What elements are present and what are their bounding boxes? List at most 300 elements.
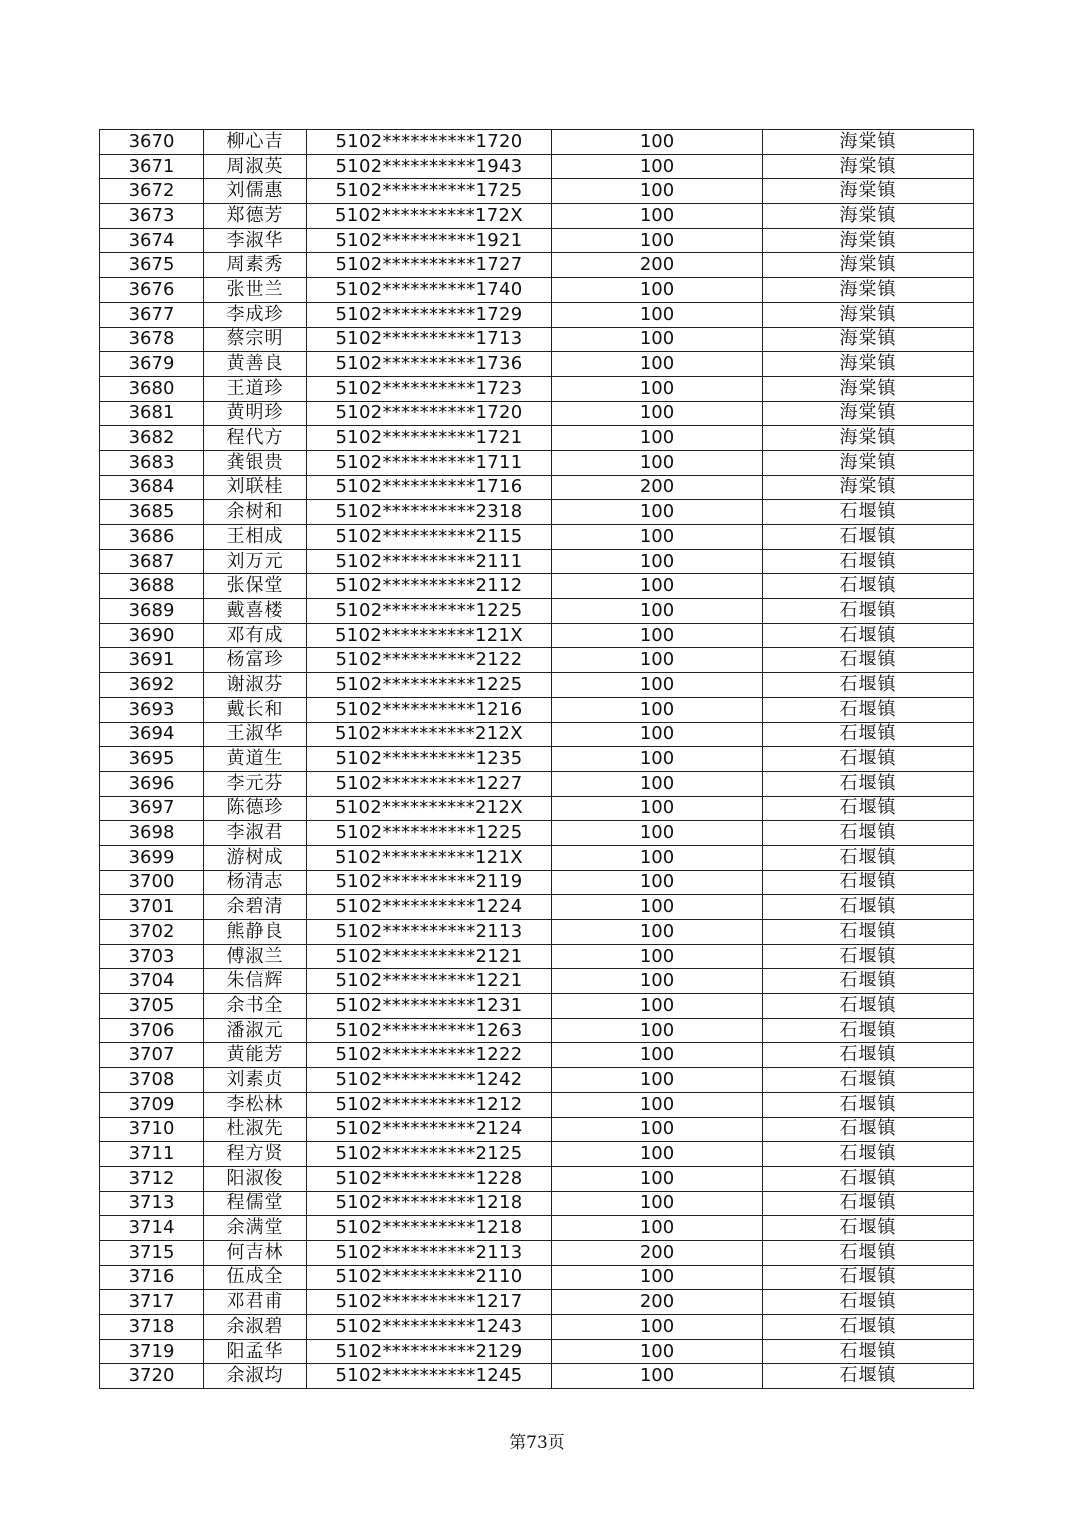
- name-cell: 杜淑先: [204, 1117, 307, 1142]
- name-cell: 龚银贵: [204, 450, 307, 475]
- id-number-cell: 5102**********1221: [307, 969, 552, 994]
- name-cell: 阳孟华: [204, 1339, 307, 1364]
- table-row: [100, 154, 974, 179]
- row-number-cell: 3677: [100, 302, 204, 327]
- id-number-cell: 5102**********1723: [307, 376, 552, 401]
- town-cell: 石堰镇: [763, 1043, 974, 1068]
- row-number-cell: 3690: [100, 623, 204, 648]
- name-cell: 黄明珍: [204, 401, 307, 426]
- id-number-cell: 5102**********1729: [307, 302, 552, 327]
- table-row: [100, 944, 974, 969]
- town-cell: 海棠镇: [763, 426, 974, 451]
- amount-cell: 200: [552, 475, 763, 500]
- row-number-cell: 3686: [100, 525, 204, 550]
- row-number-cell: 3693: [100, 697, 204, 722]
- table-row: [100, 1117, 974, 1142]
- id-number-cell: 5102**********1721: [307, 426, 552, 451]
- table-row: [100, 1315, 974, 1340]
- row-number-cell: 3700: [100, 870, 204, 895]
- id-number-cell: 5102**********1218: [307, 1216, 552, 1241]
- amount-cell: 100: [552, 278, 763, 303]
- name-cell: 王道珍: [204, 376, 307, 401]
- name-cell: 张世兰: [204, 278, 307, 303]
- town-cell: 石堰镇: [763, 1290, 974, 1315]
- row-number-cell: 3680: [100, 376, 204, 401]
- amount-cell: 100: [552, 130, 763, 155]
- table-row: [100, 870, 974, 895]
- amount-cell: 100: [552, 1092, 763, 1117]
- amount-cell: 100: [552, 1043, 763, 1068]
- name-cell: 李成珍: [204, 302, 307, 327]
- name-cell: 何吉林: [204, 1240, 307, 1265]
- id-number-cell: 5102**********1218: [307, 1191, 552, 1216]
- town-cell: 石堰镇: [763, 697, 974, 722]
- amount-cell: 100: [552, 821, 763, 846]
- table-row: [100, 771, 974, 796]
- amount-cell: 100: [552, 1364, 763, 1389]
- table-row: [100, 1043, 974, 1068]
- amount-cell: 100: [552, 327, 763, 352]
- table-row: [100, 1018, 974, 1043]
- id-number-cell: 5102**********2125: [307, 1142, 552, 1167]
- town-cell: 石堰镇: [763, 895, 974, 920]
- row-number-cell: 3705: [100, 994, 204, 1019]
- row-number-cell: 3711: [100, 1142, 204, 1167]
- town-cell: 石堰镇: [763, 969, 974, 994]
- amount-cell: 100: [552, 599, 763, 624]
- table-row: [100, 204, 974, 229]
- amount-cell: 100: [552, 697, 763, 722]
- town-cell: 石堰镇: [763, 500, 974, 525]
- town-cell: 石堰镇: [763, 1166, 974, 1191]
- amount-cell: 100: [552, 549, 763, 574]
- amount-cell: 100: [552, 1315, 763, 1340]
- amount-cell: 100: [552, 1018, 763, 1043]
- row-number-cell: 3704: [100, 969, 204, 994]
- amount-cell: 100: [552, 920, 763, 945]
- row-number-cell: 3694: [100, 722, 204, 747]
- name-cell: 刘联桂: [204, 475, 307, 500]
- town-cell: 海棠镇: [763, 130, 974, 155]
- town-cell: 石堰镇: [763, 944, 974, 969]
- amount-cell: 100: [552, 426, 763, 451]
- id-number-cell: 5102**********1921: [307, 228, 552, 253]
- amount-cell: 100: [552, 648, 763, 673]
- row-number-cell: 3701: [100, 895, 204, 920]
- amount-cell: 100: [552, 870, 763, 895]
- name-cell: 朱信辉: [204, 969, 307, 994]
- town-cell: 石堰镇: [763, 845, 974, 870]
- town-cell: 石堰镇: [763, 1191, 974, 1216]
- table-row: [100, 1191, 974, 1216]
- town-cell: 石堰镇: [763, 1142, 974, 1167]
- town-cell: 海棠镇: [763, 352, 974, 377]
- id-number-cell: 5102**********1227: [307, 771, 552, 796]
- id-number-cell: 5102**********212X: [307, 796, 552, 821]
- table-row: [100, 475, 974, 500]
- id-number-cell: 5102**********1242: [307, 1068, 552, 1093]
- table-row: [100, 500, 974, 525]
- town-cell: 石堰镇: [763, 771, 974, 796]
- name-cell: 李松林: [204, 1092, 307, 1117]
- name-cell: 黄道生: [204, 747, 307, 772]
- table-row: [100, 1364, 974, 1389]
- id-number-cell: 5102**********2122: [307, 648, 552, 673]
- page-number: 第73页: [509, 1433, 565, 1453]
- amount-cell: 100: [552, 376, 763, 401]
- name-cell: 王淑华: [204, 722, 307, 747]
- town-cell: 石堰镇: [763, 1364, 974, 1389]
- table-row: [100, 1339, 974, 1364]
- amount-cell: 100: [552, 228, 763, 253]
- name-cell: 周淑英: [204, 154, 307, 179]
- table-row: [100, 1092, 974, 1117]
- town-cell: 石堰镇: [763, 870, 974, 895]
- table-row: [100, 352, 974, 377]
- table-row: [100, 1240, 974, 1265]
- amount-cell: 100: [552, 401, 763, 426]
- name-cell: 潘淑元: [204, 1018, 307, 1043]
- town-cell: 石堰镇: [763, 525, 974, 550]
- amount-cell: 100: [552, 796, 763, 821]
- row-number-cell: 3715: [100, 1240, 204, 1265]
- id-number-cell: 5102**********1235: [307, 747, 552, 772]
- id-number-cell: 5102**********2318: [307, 500, 552, 525]
- id-number-cell: 5102**********1212: [307, 1092, 552, 1117]
- name-cell: 郑德芳: [204, 204, 307, 229]
- town-cell: 海棠镇: [763, 376, 974, 401]
- town-cell: 石堰镇: [763, 1315, 974, 1340]
- table-row: [100, 574, 974, 599]
- table-row: [100, 1265, 974, 1290]
- amount-cell: 200: [552, 1240, 763, 1265]
- table-row: [100, 253, 974, 278]
- row-number-cell: 3718: [100, 1315, 204, 1340]
- name-cell: 伍成全: [204, 1265, 307, 1290]
- id-number-cell: 5102**********1222: [307, 1043, 552, 1068]
- name-cell: 阳淑俊: [204, 1166, 307, 1191]
- amount-cell: 100: [552, 722, 763, 747]
- amount-cell: 100: [552, 673, 763, 698]
- name-cell: 蔡宗明: [204, 327, 307, 352]
- name-cell: 杨富珍: [204, 648, 307, 673]
- town-cell: 海棠镇: [763, 253, 974, 278]
- name-cell: 王相成: [204, 525, 307, 550]
- table-row: [100, 796, 974, 821]
- row-number-cell: 3710: [100, 1117, 204, 1142]
- id-number-cell: 5102**********1716: [307, 475, 552, 500]
- table-row: [100, 426, 974, 451]
- table-row: [100, 376, 974, 401]
- row-number-cell: 3706: [100, 1018, 204, 1043]
- amount-cell: 100: [552, 845, 763, 870]
- town-cell: 石堰镇: [763, 1265, 974, 1290]
- id-number-cell: 5102**********1224: [307, 895, 552, 920]
- amount-cell: 100: [552, 154, 763, 179]
- amount-cell: 100: [552, 1166, 763, 1191]
- row-number-cell: 3696: [100, 771, 204, 796]
- table-row: [100, 1166, 974, 1191]
- town-cell: 海棠镇: [763, 327, 974, 352]
- row-number-cell: 3708: [100, 1068, 204, 1093]
- amount-cell: 100: [552, 302, 763, 327]
- id-number-cell: 5102**********172X: [307, 204, 552, 229]
- data-table: [99, 129, 974, 1389]
- town-cell: 石堰镇: [763, 1092, 974, 1117]
- id-number-cell: 5102**********121X: [307, 623, 552, 648]
- table-row: [100, 228, 974, 253]
- town-cell: 石堰镇: [763, 796, 974, 821]
- name-cell: 余碧清: [204, 895, 307, 920]
- table-row: [100, 1142, 974, 1167]
- id-number-cell: 5102**********1231: [307, 994, 552, 1019]
- id-number-cell: 5102**********1263: [307, 1018, 552, 1043]
- id-number-cell: 5102**********2111: [307, 549, 552, 574]
- row-number-cell: 3720: [100, 1364, 204, 1389]
- id-number-cell: 5102**********1720: [307, 130, 552, 155]
- amount-cell: 100: [552, 525, 763, 550]
- table-row: [100, 747, 974, 772]
- row-number-cell: 3691: [100, 648, 204, 673]
- town-cell: 海棠镇: [763, 302, 974, 327]
- name-cell: 邓君甫: [204, 1290, 307, 1315]
- id-number-cell: 5102**********2112: [307, 574, 552, 599]
- row-number-cell: 3713: [100, 1191, 204, 1216]
- table-row: [100, 1068, 974, 1093]
- table-row: [100, 549, 974, 574]
- name-cell: 陈德珍: [204, 796, 307, 821]
- town-cell: 石堰镇: [763, 549, 974, 574]
- row-number-cell: 3709: [100, 1092, 204, 1117]
- row-number-cell: 3688: [100, 574, 204, 599]
- town-cell: 石堰镇: [763, 599, 974, 624]
- table-row: [100, 623, 974, 648]
- amount-cell: 100: [552, 895, 763, 920]
- name-cell: 余淑碧: [204, 1315, 307, 1340]
- name-cell: 黄善良: [204, 352, 307, 377]
- row-number-cell: 3692: [100, 673, 204, 698]
- id-number-cell: 5102**********2129: [307, 1339, 552, 1364]
- town-cell: 海棠镇: [763, 154, 974, 179]
- amount-cell: 100: [552, 1265, 763, 1290]
- row-number-cell: 3702: [100, 920, 204, 945]
- id-number-cell: 5102**********1225: [307, 673, 552, 698]
- town-cell: 海棠镇: [763, 475, 974, 500]
- name-cell: 李淑华: [204, 228, 307, 253]
- name-cell: 邓有成: [204, 623, 307, 648]
- name-cell: 李元芬: [204, 771, 307, 796]
- town-cell: 石堰镇: [763, 920, 974, 945]
- table-row: [100, 599, 974, 624]
- name-cell: 程方贤: [204, 1142, 307, 1167]
- id-number-cell: 5102**********1711: [307, 450, 552, 475]
- row-number-cell: 3681: [100, 401, 204, 426]
- town-cell: 海棠镇: [763, 401, 974, 426]
- id-number-cell: 5102**********2121: [307, 944, 552, 969]
- row-number-cell: 3717: [100, 1290, 204, 1315]
- name-cell: 傅淑兰: [204, 944, 307, 969]
- table-row: [100, 1216, 974, 1241]
- row-number-cell: 3676: [100, 278, 204, 303]
- id-number-cell: 5102**********1243: [307, 1315, 552, 1340]
- amount-cell: 100: [552, 747, 763, 772]
- row-number-cell: 3683: [100, 450, 204, 475]
- id-number-cell: 5102**********2113: [307, 1240, 552, 1265]
- name-cell: 余满堂: [204, 1216, 307, 1241]
- name-cell: 程儒堂: [204, 1191, 307, 1216]
- amount-cell: 100: [552, 352, 763, 377]
- id-number-cell: 5102**********212X: [307, 722, 552, 747]
- row-number-cell: 3719: [100, 1339, 204, 1364]
- name-cell: 黄能芳: [204, 1043, 307, 1068]
- table-row: [100, 648, 974, 673]
- id-number-cell: 5102**********1225: [307, 599, 552, 624]
- table-body: [100, 130, 974, 1389]
- table-row: [100, 302, 974, 327]
- row-number-cell: 3674: [100, 228, 204, 253]
- amount-cell: 100: [552, 574, 763, 599]
- town-cell: 海棠镇: [763, 450, 974, 475]
- town-cell: 石堰镇: [763, 623, 974, 648]
- id-number-cell: 5102**********1713: [307, 327, 552, 352]
- amount-cell: 100: [552, 1191, 763, 1216]
- row-number-cell: 3678: [100, 327, 204, 352]
- table-row: [100, 278, 974, 303]
- table-row: [100, 450, 974, 475]
- row-number-cell: 3703: [100, 944, 204, 969]
- table-row: [100, 895, 974, 920]
- town-cell: 石堰镇: [763, 1240, 974, 1265]
- amount-cell: 100: [552, 204, 763, 229]
- row-number-cell: 3699: [100, 845, 204, 870]
- row-number-cell: 3712: [100, 1166, 204, 1191]
- table-row: [100, 722, 974, 747]
- row-number-cell: 3672: [100, 179, 204, 204]
- id-number-cell: 5102**********2113: [307, 920, 552, 945]
- amount-cell: 100: [552, 944, 763, 969]
- name-cell: 周素秀: [204, 253, 307, 278]
- row-number-cell: 3679: [100, 352, 204, 377]
- row-number-cell: 3673: [100, 204, 204, 229]
- data-table-container: [99, 129, 973, 1389]
- town-cell: 石堰镇: [763, 1117, 974, 1142]
- name-cell: 谢淑芬: [204, 673, 307, 698]
- row-number-cell: 3684: [100, 475, 204, 500]
- name-cell: 游树成: [204, 845, 307, 870]
- town-cell: 海棠镇: [763, 204, 974, 229]
- row-number-cell: 3714: [100, 1216, 204, 1241]
- table-row: [100, 920, 974, 945]
- id-number-cell: 5102**********1217: [307, 1290, 552, 1315]
- id-number-cell: 5102**********1727: [307, 253, 552, 278]
- town-cell: 石堰镇: [763, 1339, 974, 1364]
- town-cell: 海棠镇: [763, 179, 974, 204]
- town-cell: 海棠镇: [763, 228, 974, 253]
- amount-cell: 100: [552, 179, 763, 204]
- name-cell: 余书全: [204, 994, 307, 1019]
- amount-cell: 100: [552, 1068, 763, 1093]
- row-number-cell: 3687: [100, 549, 204, 574]
- name-cell: 李淑君: [204, 821, 307, 846]
- table-row: [100, 179, 974, 204]
- id-number-cell: 5102**********1736: [307, 352, 552, 377]
- id-number-cell: 5102**********1228: [307, 1166, 552, 1191]
- table-row: [100, 1290, 974, 1315]
- amount-cell: 100: [552, 1216, 763, 1241]
- row-number-cell: 3716: [100, 1265, 204, 1290]
- amount-cell: 200: [552, 1290, 763, 1315]
- amount-cell: 100: [552, 969, 763, 994]
- name-cell: 余淑均: [204, 1364, 307, 1389]
- row-number-cell: 3671: [100, 154, 204, 179]
- row-number-cell: 3695: [100, 747, 204, 772]
- name-cell: 刘素贞: [204, 1068, 307, 1093]
- name-cell: 刘儒惠: [204, 179, 307, 204]
- amount-cell: 100: [552, 771, 763, 796]
- town-cell: 石堰镇: [763, 1216, 974, 1241]
- row-number-cell: 3675: [100, 253, 204, 278]
- town-cell: 石堰镇: [763, 747, 974, 772]
- id-number-cell: 5102**********121X: [307, 845, 552, 870]
- town-cell: 石堰镇: [763, 1068, 974, 1093]
- town-cell: 海棠镇: [763, 278, 974, 303]
- table-row: [100, 845, 974, 870]
- id-number-cell: 5102**********1720: [307, 401, 552, 426]
- id-number-cell: 5102**********2119: [307, 870, 552, 895]
- row-number-cell: 3682: [100, 426, 204, 451]
- town-cell: 石堰镇: [763, 648, 974, 673]
- id-number-cell: 5102**********1943: [307, 154, 552, 179]
- name-cell: 余树和: [204, 500, 307, 525]
- row-number-cell: 3707: [100, 1043, 204, 1068]
- id-number-cell: 5102**********2115: [307, 525, 552, 550]
- town-cell: 石堰镇: [763, 821, 974, 846]
- id-number-cell: 5102**********2110: [307, 1265, 552, 1290]
- town-cell: 石堰镇: [763, 1018, 974, 1043]
- amount-cell: 100: [552, 500, 763, 525]
- name-cell: 张保堂: [204, 574, 307, 599]
- name-cell: 熊静良: [204, 920, 307, 945]
- table-row: [100, 401, 974, 426]
- row-number-cell: 3685: [100, 500, 204, 525]
- table-row: [100, 994, 974, 1019]
- name-cell: 戴喜楼: [204, 599, 307, 624]
- name-cell: 柳心吉: [204, 130, 307, 155]
- id-number-cell: 5102**********2124: [307, 1117, 552, 1142]
- id-number-cell: 5102**********1225: [307, 821, 552, 846]
- id-number-cell: 5102**********1245: [307, 1364, 552, 1389]
- name-cell: 戴长和: [204, 697, 307, 722]
- name-cell: 刘万元: [204, 549, 307, 574]
- table-row: [100, 673, 974, 698]
- amount-cell: 100: [552, 450, 763, 475]
- id-number-cell: 5102**********1725: [307, 179, 552, 204]
- amount-cell: 100: [552, 1339, 763, 1364]
- row-number-cell: 3670: [100, 130, 204, 155]
- table-row: [100, 697, 974, 722]
- row-number-cell: 3698: [100, 821, 204, 846]
- amount-cell: 100: [552, 1142, 763, 1167]
- table-row: [100, 327, 974, 352]
- id-number-cell: 5102**********1740: [307, 278, 552, 303]
- name-cell: 杨清志: [204, 870, 307, 895]
- table-row: [100, 130, 974, 155]
- id-number-cell: 5102**********1216: [307, 697, 552, 722]
- amount-cell: 200: [552, 253, 763, 278]
- table-row: [100, 821, 974, 846]
- name-cell: 程代方: [204, 426, 307, 451]
- table-row: [100, 525, 974, 550]
